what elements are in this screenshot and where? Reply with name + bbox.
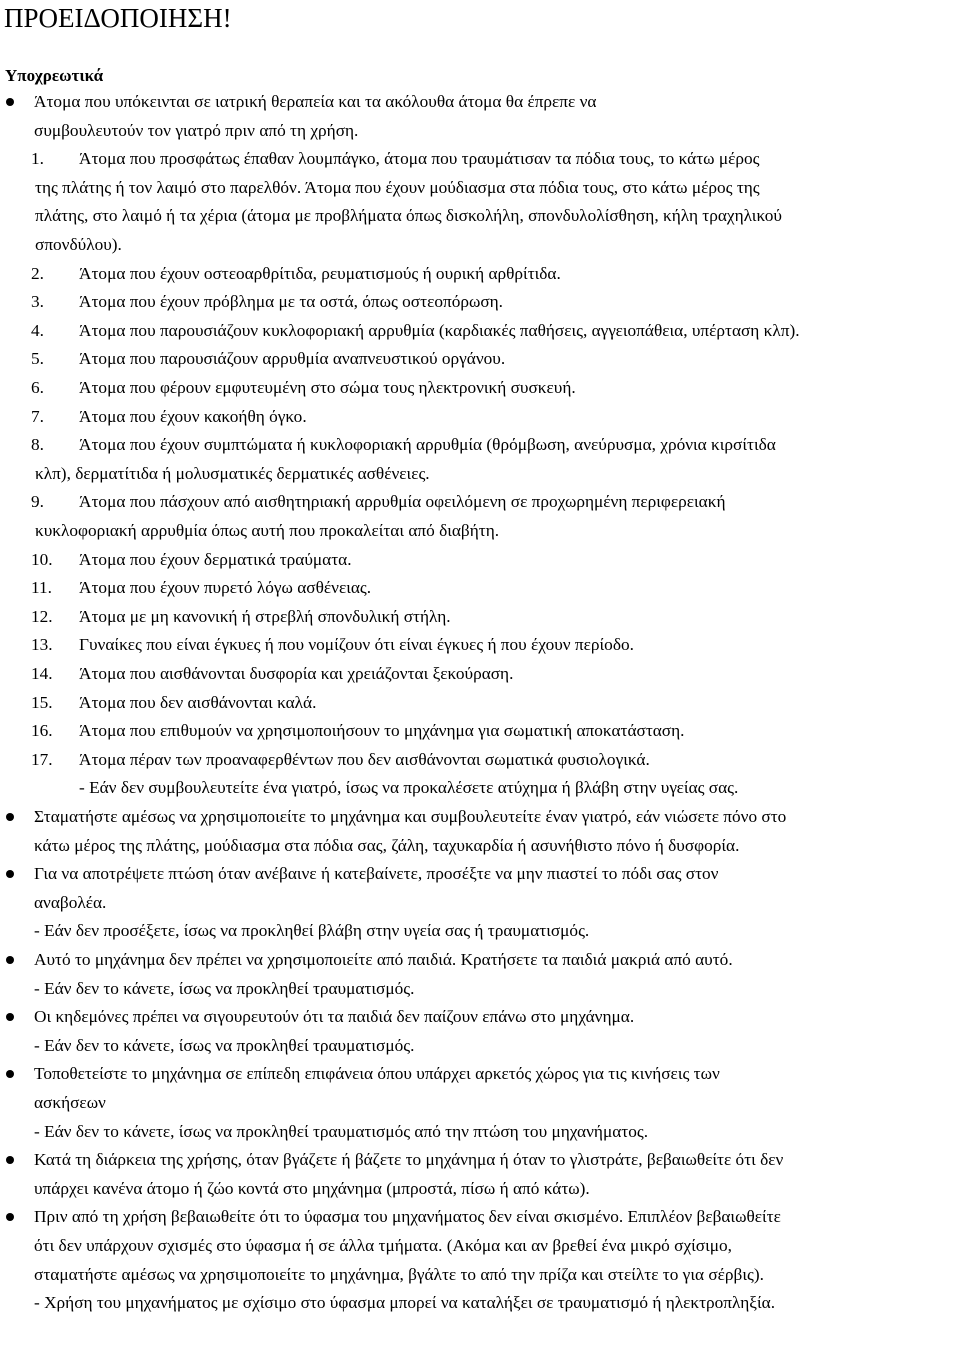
list-item-text: Άτομα που έχουν πρόβλημα με τα οστά, όπως οστεοπόρωση.	[79, 292, 504, 312]
bullet-text-line: ότι δεν υπάρχουν σχισμές στο ύφασμα ή σε άλλα τμήματα. (Ακόμα και αν βρεθεί ένα μικρό σχίσιμο,	[34, 1236, 732, 1255]
list-item-text: Άτομα που έχουν δερματικά τραύματα.	[79, 549, 352, 569]
list-item-text: της πλάτης ή τον λαιμό στο παρελθόν. Άτομα που έχουν μούδιασμα στα πόδια τους, στο κάτω μέρος της	[35, 177, 760, 197]
bullet-text-line: Τοποθετείστε το μηχάνημα σε επίπεδη επιφάνεια όπου υπάρχει αρκετός χώρος για τις κινήσεις των	[34, 1064, 720, 1084]
warning-note: - Εάν δεν συμβουλευτείτε ένα γιατρό, ίσως να προκαλέσετε ατύχημα ή βλάβη στην υγείας σας.	[79, 778, 739, 798]
list-item-text: κλπ), δερματίτιδα ή μολυσματικές δερματικές ασθένειες.	[35, 463, 430, 483]
list-item-number: 10.	[31, 549, 53, 569]
list-item-number: 15.	[31, 692, 53, 712]
list-item-text: Άτομα που παρουσιάζουν κυκλοφοριακή αρρυθμία (καρδιακές παθήσεις, αγγειοπάθεια, υπέρταση κλπ).	[79, 320, 800, 340]
bullet-text-line: Για να αποτρέψετε πτώση όταν ανέβαινε ή κατεβαίνετε, προσέξτε να μην πιαστεί το πόδι σας στον	[34, 864, 719, 884]
bullet-icon	[6, 1070, 14, 1078]
bullet-text-line: - Εάν δεν το κάνετε, ίσως να προκληθεί τραυματισμός από την πτώση του μηχανήματος.	[34, 1121, 649, 1141]
list-item-number: 13.	[31, 635, 53, 655]
page-title: ΠΡΟΕΙΔΟΠΟΙΗΣΗ!	[4, 3, 232, 33]
bullet-icon	[6, 1213, 14, 1221]
list-item-number: 14.	[31, 664, 53, 683]
bullet-text-line: Οι κηδεμόνες πρέπει να σιγουρευτούν ότι τα παιδιά δεν παίζουν επάνω στο μηχάνημα.	[34, 1007, 635, 1027]
list-item-text: Άτομα που αισθάνονται δυσφορία και χρειάζονται ξεκούραση.	[79, 664, 514, 683]
list-item-text: Άτομα που έχουν συμπτώματα ή κυκλοφοριακή αρρυθμία (θρόμβωση, ανεύρυσμα, χρόνια κιρσίτιδα	[79, 435, 776, 455]
list-item-text: Γυναίκες που είναι έγκυες ή που νομίζουν ότι είναι έγκυες ή που έχουν περίοδο.	[79, 635, 634, 655]
list-item-text: πλάτης, στο λαιμό ή τα χέρια (άτομα με προβλήματα όπως δισκολήλη, σπονδυλολίσθηση, κήλη τραχηλικού	[35, 206, 782, 226]
bullet-text-line: - Χρήση του μηχανήματος με σχίσιμο στο ύφασμα μπορεί να καταλήξει σε τραυματισμό ή ηλεκτροπληξία.	[34, 1293, 776, 1313]
list-item-number: 1.	[31, 149, 44, 169]
bullet-text-line: ασκήσεων	[34, 1093, 106, 1112]
list-item-text: Άτομα με μη κανονική ή στρεβλή σπονδυλική στήλη.	[79, 606, 451, 626]
list-item-number: 4.	[31, 320, 44, 340]
list-item-number: 2.	[31, 263, 44, 283]
list-item-text: Άτομα πέραν των προαναφερθέντων που δεν αισθάνονται σωματικά φυσιολογικά.	[79, 749, 650, 769]
bullet-text-line: - Εάν δεν το κάνετε, ίσως να προκληθεί τραυματισμός.	[34, 978, 415, 998]
list-item-number: 16.	[31, 721, 53, 741]
list-item-text: Άτομα που έχουν οστεοαρθρίτιδα, ρευματισμούς ή ουρική αρθρίτιδα.	[79, 263, 561, 283]
bullet-icon	[6, 956, 14, 964]
list-item-text: Άτομα που επιθυμούν να χρησιμοποιήσουν το μηχάνημα για σωματική αποκατάσταση.	[79, 721, 685, 741]
bullet-icon	[6, 1013, 14, 1021]
bullet-text-line: Αυτό το μηχάνημα δεν πρέπει να χρησιμοποιείτε από παιδιά. Κρατήσετε τα παιδιά μακριά από αυτό.	[34, 950, 733, 969]
list-item-text: Άτομα που προσφάτως έπαθαν λουμπάγκο, άτομα που τραυμάτισαν τα πόδια τους, το κάτω μέρος	[79, 149, 760, 169]
list-item-number: 17.	[31, 749, 53, 769]
bullet-text-line: σταματήστε αμέσως να χρησιμοποιείτε το μηχάνημα, βγάλτε το από την πρίζα και στείλτε το για σέρβις).	[34, 1264, 764, 1284]
bullet-text-line: Κατά τη διάρκεια της χρήσης, όταν βγάζετε ή βάζετε το μηχάνημα ή όταν το γλιστράτε, βεβαιωθείτε ότι δεν	[34, 1150, 784, 1170]
list-item-number: 6.	[31, 378, 44, 397]
list-item-number: 12.	[31, 606, 53, 626]
list-item-text: Άτομα που παρουσιάζουν αρρυθμία αναπνευστικού οργάνου.	[79, 349, 506, 369]
list-item-number: 8.	[31, 435, 44, 455]
bullet-text-line: συμβουλευτούν τον γιατρό πριν από τη χρήση.	[34, 120, 359, 140]
bullet-text-line: - Εάν δεν το κάνετε, ίσως να προκληθεί τραυματισμός.	[34, 1035, 415, 1055]
bullet-icon	[6, 1156, 14, 1164]
list-item-text: σπονδύλου).	[35, 235, 122, 254]
list-item-text: Άτομα που έχουν κακοήθη όγκο.	[79, 406, 307, 426]
section-heading: Υποχρεωτικά	[5, 66, 104, 85]
list-item-number: 9.	[31, 492, 44, 512]
bullet-text-line: Σταματήστε αμέσως να χρησιμοποιείτε το μηχάνημα και συμβουλευτείτε έναν γιατρό, εάν νιώσετε πόνο στο	[34, 807, 787, 826]
list-item-number: 11.	[31, 578, 52, 598]
list-item-number: 5.	[31, 349, 44, 369]
bullet-icon	[6, 870, 14, 878]
bullet-text-line: υπάρχει κανένα άτομο ή ζώο κοντά στο μηχάνημα (μπροστά, πίσω ή από κάτω).	[34, 1178, 590, 1198]
list-item-text: κυκλοφοριακή αρρυθμία όπως αυτή που προκαλείται από διαβήτη.	[35, 521, 500, 540]
list-item-number: 7.	[31, 406, 44, 426]
list-item-text: Άτομα που έχουν πυρετό λόγω ασθένειας.	[79, 578, 372, 598]
bullet-text-line: αναβολέα.	[34, 892, 107, 912]
bullet-text-line: - Εάν δεν προσέξετε, ίσως να προκληθεί βλάβη στην υγεία σας ή τραυματισμός.	[34, 921, 590, 941]
bullet-text-line: Πριν από τη χρήση βεβαιωθείτε ότι το ύφασμα του μηχανήματος δεν είναι σκισμένο. Επιπλέον βεβαιωθείτε	[34, 1207, 781, 1227]
bullet-text-line: κάτω μέρος της πλάτης, μούδιασμα στα πόδια σας, ζάλη, ταχυκαρδία ή ασυνήθιστο πόνο ή δυσφορία.	[34, 835, 740, 855]
list-item-text: Άτομα που φέρουν εμφυτευμένη στο σώμα τους ηλεκτρονική συσκευή.	[79, 378, 576, 397]
list-item-text: Άτομα που δεν αισθάνονται καλά.	[79, 692, 317, 712]
bullet-icon	[6, 813, 14, 821]
list-item-text: Άτομα που πάσχουν από αισθητηριακή αρρυθμία οφειλόμενη σε προχωρημένη περιφερειακή	[79, 492, 726, 512]
bullet-icon	[6, 98, 14, 106]
bullet-text-line: Άτομα που υπόκεινται σε ιατρική θεραπεία και τα ακόλουθα άτομα θα έπρεπε να	[34, 92, 597, 111]
list-item-number: 3.	[31, 292, 44, 312]
